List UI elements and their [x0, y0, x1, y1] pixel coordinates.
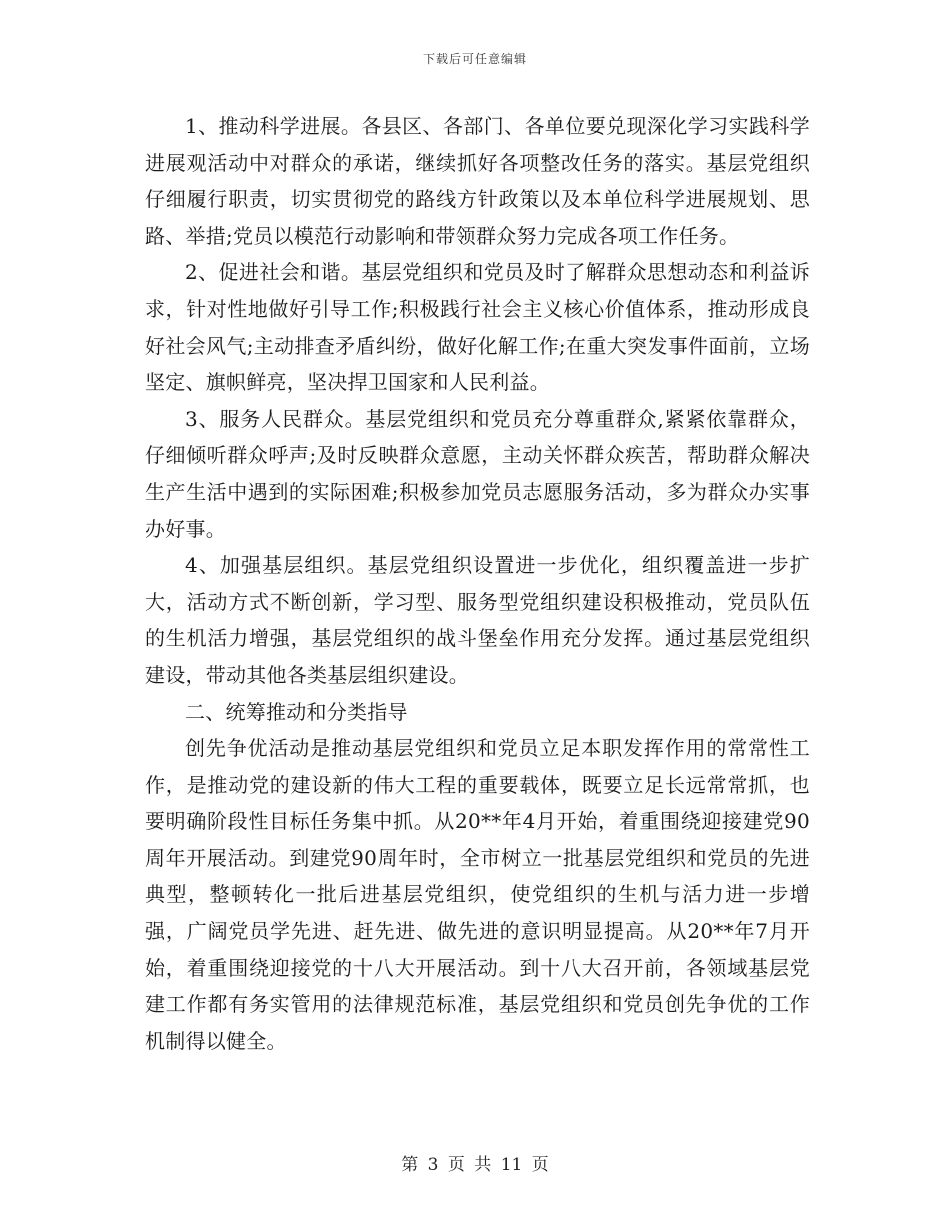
document-body — [145, 108, 810, 1059]
paragraph-1: 1、推动科学进展。各县区、各部门、各单位要兑现深化学习实践科学进展观活动中对群众的承诺，继续抓好各项整改任务的落实。基层党组织仔细履行职责，切实贯彻党的路线方针政策以及本单位科学进展规划、思路、举措;党员以模范行动影响和带领群众努力完成各项工作任务。 — [145, 114, 810, 248]
page-footer: 第 3 页 共 11 页 — [401, 1155, 549, 1175]
paragraph-4: 4、加强基层组织。基层党组织设置进一步优化，组织覆盖进一步扩大，活动方式不断创新，学习型、服务型党组织建设积极推动，党员队伍的生机活力增强，基层党组织的战斗堡垒作用充分发挥。通过基层党组织建设，带动其他各类基层组织建设。 — [145, 553, 810, 687]
section-heading: 二、统筹推动和分类指导 — [185, 699, 408, 724]
paragraph-5: 创先争优活动是推动基层党组织和党员立足本职发挥作用的常常性工作，是推动党的建设新的伟大工程的重要载体，既要立足长远常常抓，也要明确阶段性目标任务集中抓。从20**年4月开始，着重围绕迎接建党90周年开展活动。到建党90周年时，全市树立一批基层党组织和党员的先进典型，整顿转化一批后进基层党组织，使党组织的生机与活力进一步增强，广阔党员学先进、赶先进、做先进的意识明显提高。从20**年7月开始，着重围绕迎接党的十八大开展活动。到十八大召开前，各领域基层党建工作都有务实管用的法律规范标准，基层党组织和党员创先争优的工作机制得以健全。 — [145, 736, 810, 1053]
page-header: 下载后可任意编辑 — [422, 52, 527, 66]
paragraph-3: 3、服务人民群众。基层党组织和党员充分尊重群众,紧紧依靠群众，仔细倾听群众呼声;及时反映群众意愿，主动关怀群众疾苦，帮助群众解决生产生活中遇到的实际困难;积极参加党员志愿服务活动，多为群众办实事办好事。 — [145, 406, 810, 541]
paragraph-2: 2、促进社会和谐。基层党组织和党员及时了解群众思想动态和利益诉求，针对性地做好引导工作;积极践行社会主义核心价值体系，推动形成良好社会风气;主动排查矛盾纠纷，做好化解工作;在重大突发事件面前，立场坚定、旗帜鲜亮，坚决捍卫国家和人民利益。 — [145, 260, 810, 395]
